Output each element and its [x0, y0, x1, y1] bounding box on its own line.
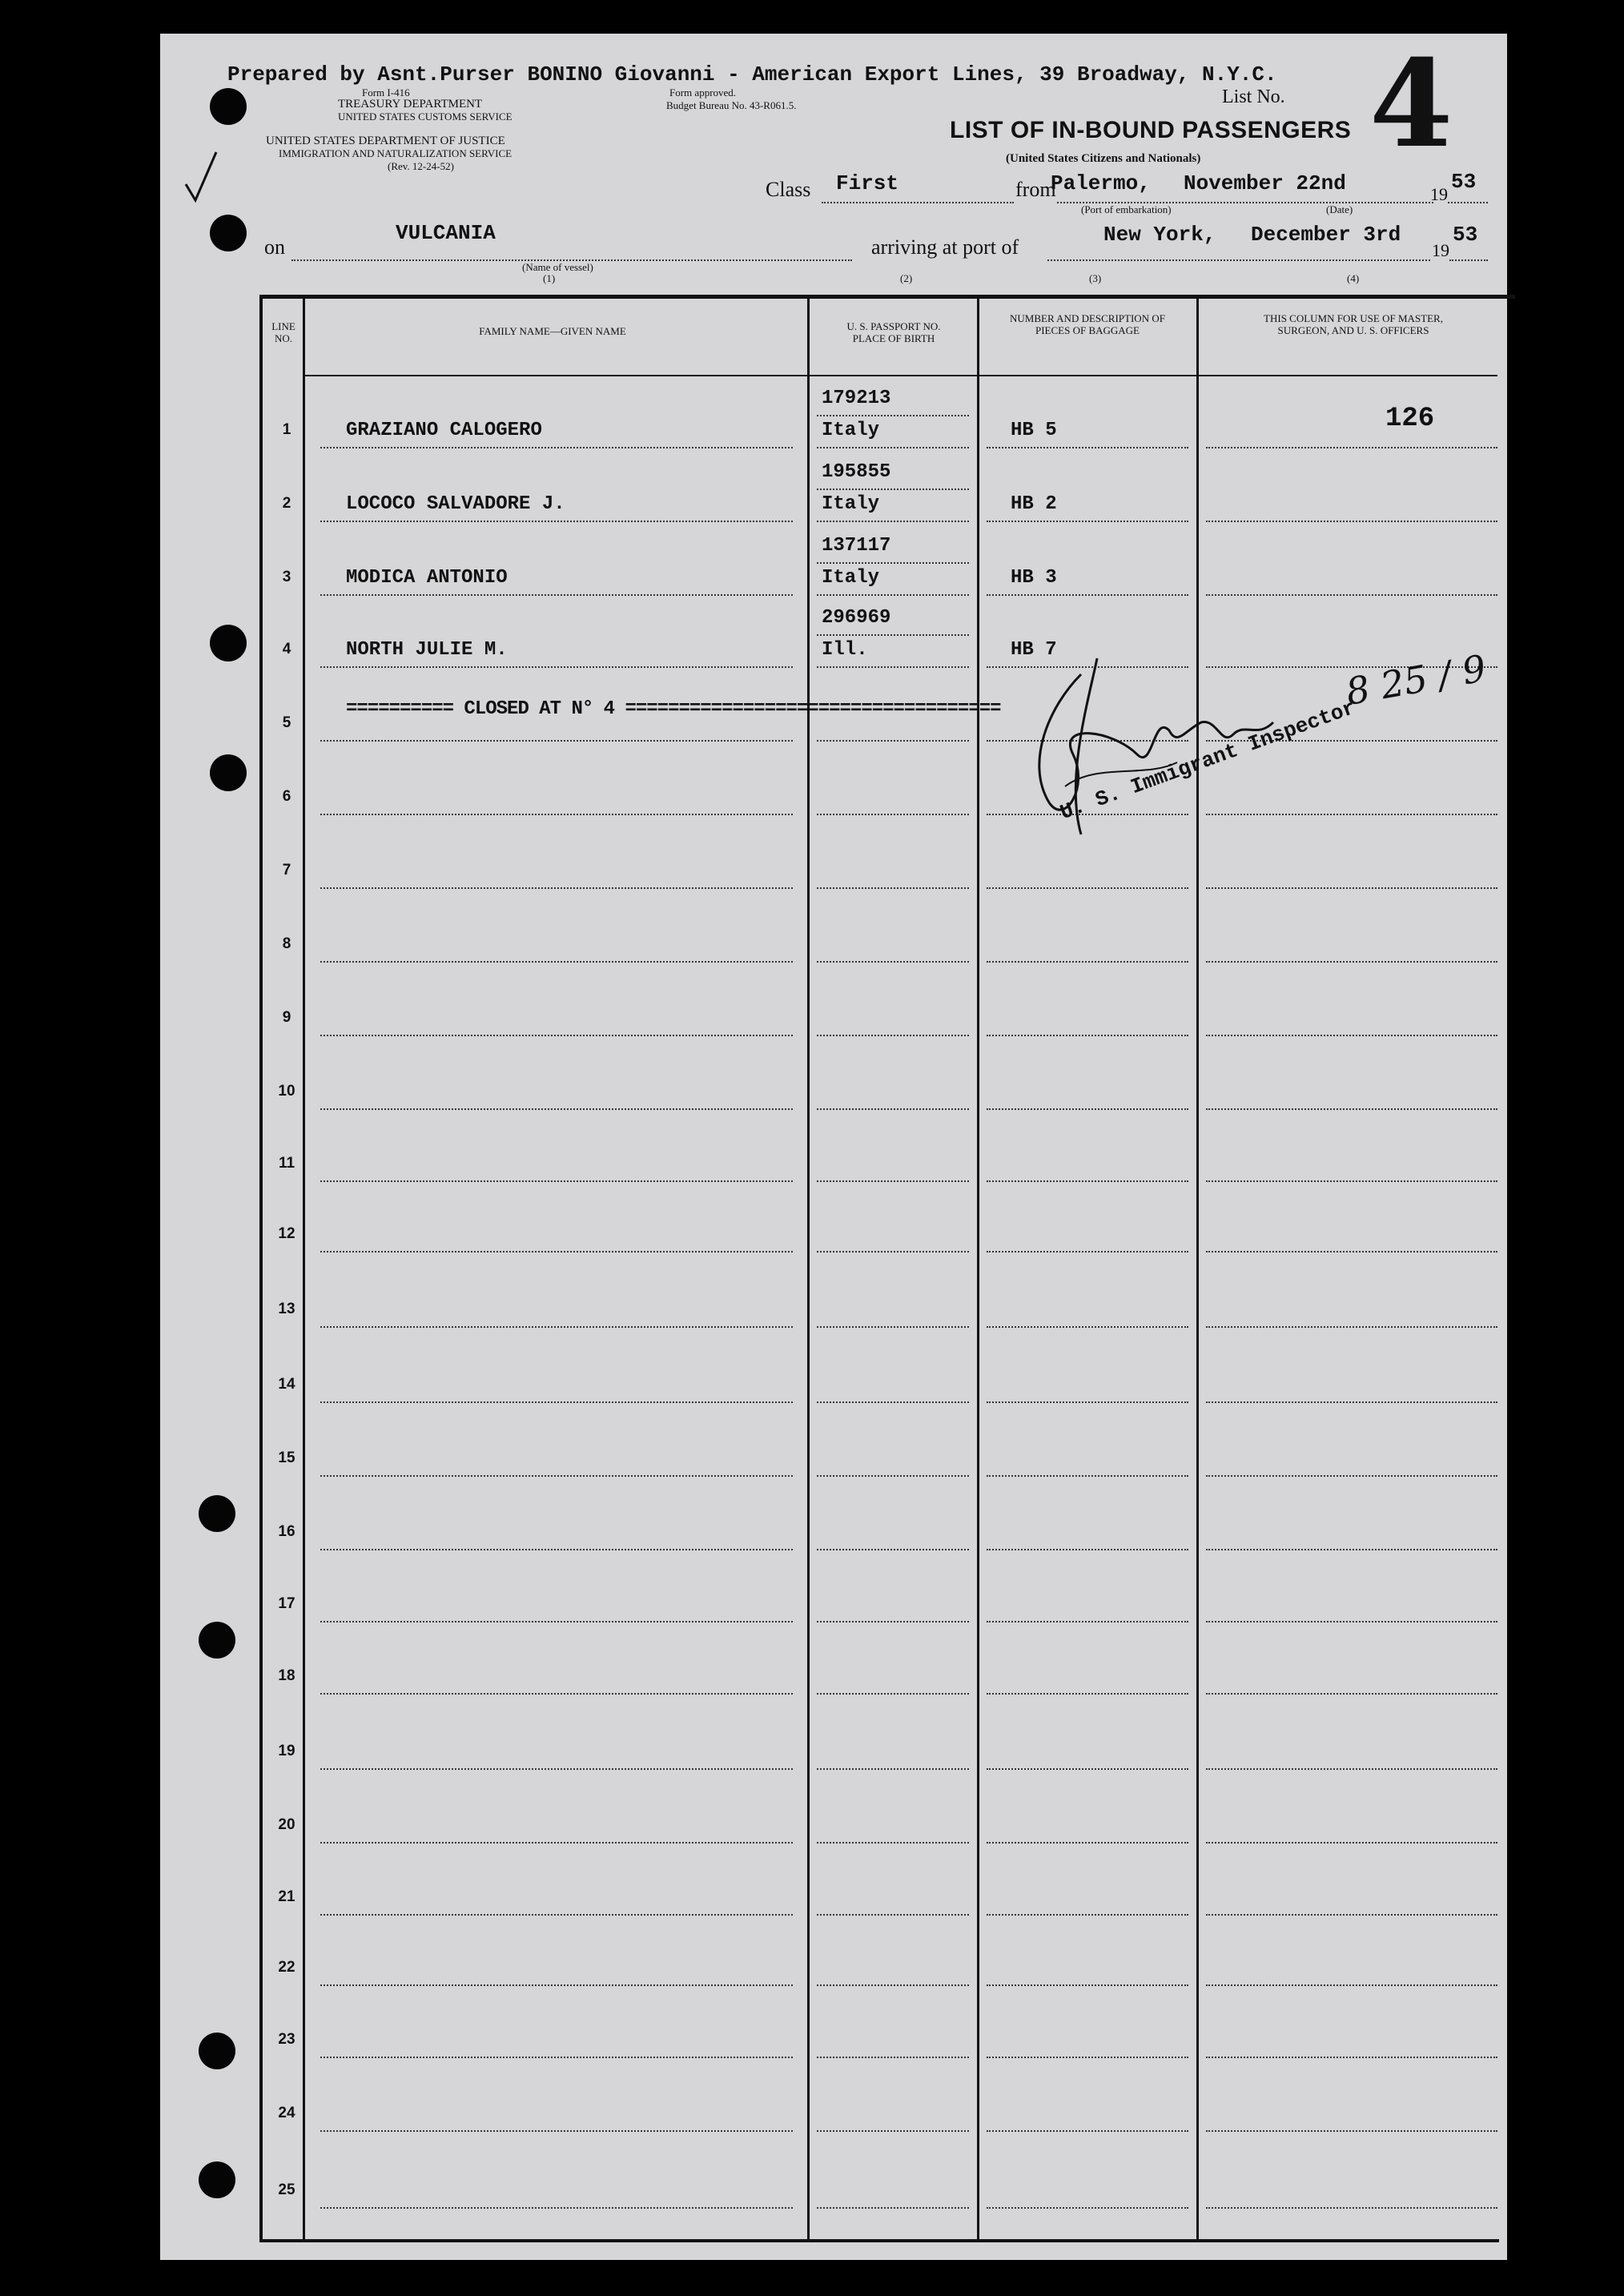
- row-rule: [987, 1693, 1188, 1695]
- row-number: 11: [278, 1155, 295, 1172]
- row-rule: [1206, 1914, 1497, 1916]
- treasury-dept: TREASURY DEPARTMENT: [338, 98, 483, 111]
- col-ref-1: (1): [543, 272, 556, 284]
- row-rule: [987, 1251, 1188, 1253]
- row-rule: [817, 1693, 969, 1695]
- justice-dept: UNITED STATES DEPARTMENT OF JUSTICE: [266, 135, 505, 147]
- row-rule: [320, 2207, 793, 2209]
- year-line: [1448, 202, 1488, 203]
- year-value: 53: [1451, 170, 1477, 194]
- arrival-year-prefix: 19: [1432, 240, 1449, 260]
- row-number: 23: [278, 2031, 295, 2048]
- row-number: 12: [278, 1225, 295, 1242]
- place-of-birth: Italy: [822, 493, 880, 515]
- row-rule: [817, 814, 969, 815]
- row-rule: [817, 521, 969, 522]
- row-rule: [1206, 1035, 1497, 1036]
- row-number: 2: [282, 495, 291, 512]
- row-rule: [320, 1401, 793, 1403]
- row-rule: [1206, 1401, 1497, 1403]
- row-rule: [987, 1035, 1188, 1036]
- prepared-by-line: Prepared by Asnt.Purser BONINO Giovanni - American Export Lines, 39 Broadway, N.Y.C.: [227, 62, 1277, 86]
- row-number: 15: [278, 1450, 295, 1466]
- list-no-label: List No.: [1222, 86, 1285, 107]
- row-rule: [817, 666, 969, 668]
- row-number: 8: [282, 935, 291, 952]
- row-rule: [1206, 1326, 1497, 1328]
- punch-hole: [199, 1622, 235, 1659]
- row-rule: [320, 1549, 793, 1550]
- vessel-caption: (Name of vessel): [522, 261, 593, 273]
- row-rule: [320, 2130, 793, 2132]
- row-rule: [1206, 2130, 1497, 2132]
- row-rule: [987, 1914, 1188, 1916]
- row-number: 10: [278, 1083, 295, 1100]
- list-no-value: 4: [1369, 34, 1453, 175]
- row-rule: [320, 1251, 793, 1253]
- customs-service: UNITED STATES CUSTOMS SERVICE: [338, 111, 513, 123]
- row-number: 17: [278, 1595, 295, 1612]
- row-rule: [987, 2130, 1188, 2132]
- class-label: Class: [766, 178, 811, 201]
- inspector-stamp: U. S. Immigrant Inspector: [1057, 695, 1359, 826]
- table-header-bottom: [304, 375, 1497, 376]
- col-ref-2: (2): [900, 272, 913, 284]
- row-rule: [1206, 887, 1497, 889]
- row-rule: [320, 2057, 793, 2058]
- row-rule: [817, 1549, 969, 1550]
- col-ref-3: (3): [1089, 272, 1102, 284]
- row-rule: [1206, 2207, 1497, 2209]
- punch-hole: [199, 2033, 235, 2069]
- row-number: 24: [278, 2105, 295, 2121]
- row-rule: [987, 1842, 1188, 1844]
- row-number: 25: [278, 2181, 295, 2198]
- arrival-year: 53: [1453, 223, 1478, 247]
- row-rule: [320, 1035, 793, 1036]
- place-of-birth: Italy: [822, 567, 880, 589]
- row-rule: [320, 814, 793, 815]
- header-name: FAMILY NAME—GIVEN NAME: [479, 325, 626, 337]
- baggage-col-divider: [1196, 298, 1199, 2239]
- row-rule: [320, 1108, 793, 1110]
- row-rule: [320, 1326, 793, 1328]
- row-number: 13: [278, 1301, 295, 1317]
- row-rule: [320, 1621, 793, 1622]
- row-number: 21: [278, 1888, 295, 1905]
- row-number: 16: [278, 1523, 295, 1540]
- row-number: 4: [282, 641, 291, 657]
- row-rule: [817, 1251, 969, 1253]
- row-rule: [817, 447, 969, 448]
- port-of-embarkation: Palermo,: [1051, 171, 1151, 195]
- row-rule: [1206, 1180, 1497, 1182]
- row-rule: [320, 1842, 793, 1844]
- year-prefix: 19: [1430, 184, 1448, 204]
- table-bottom-border: [259, 2239, 1499, 2242]
- punch-hole: [210, 88, 247, 125]
- baggage-desc: HB 5: [1011, 420, 1057, 441]
- row-rule: [987, 1475, 1188, 1477]
- row-rule: [817, 961, 969, 963]
- row-rule: [320, 521, 793, 522]
- rev-date: (Rev. 12-24-52): [388, 160, 454, 172]
- row-rule: [1206, 2057, 1497, 2058]
- row-rule: [817, 740, 969, 742]
- table-top-border: [259, 295, 1515, 299]
- row-rule: [320, 594, 793, 596]
- row-rule: [987, 2057, 1188, 2058]
- row-rule: [987, 887, 1188, 889]
- row-rule: [320, 1914, 793, 1916]
- row-rule: [320, 1984, 793, 1986]
- row-rule: [817, 2057, 969, 2058]
- form-approved: Form approved.: [669, 86, 737, 99]
- arrival-line: [1047, 259, 1430, 261]
- passport-rule: [817, 415, 969, 416]
- row-rule: [320, 447, 793, 448]
- row-rule: [987, 1984, 1188, 1986]
- manifest-page: [160, 34, 1507, 2260]
- row-number: 18: [278, 1667, 295, 1684]
- row-rule: [1206, 594, 1497, 596]
- row-rule: [817, 2207, 969, 2209]
- row-rule: [817, 887, 969, 889]
- row-number: 14: [278, 1376, 295, 1393]
- row-rule: [1206, 521, 1497, 522]
- check-mark-icon: [184, 147, 232, 211]
- row-rule: [1206, 1251, 1497, 1253]
- row-rule: [987, 1180, 1188, 1182]
- row-rule: [1206, 1621, 1497, 1622]
- from-label: from: [1015, 178, 1056, 201]
- row-rule: [1206, 1984, 1497, 1986]
- page-title: LIST OF IN-BOUND PASSENGERS: [950, 117, 1352, 143]
- row-number: 5: [282, 714, 291, 731]
- class-line: [822, 202, 1014, 203]
- ins-line: IMMIGRATION AND NATURALIZATION SERVICE: [279, 147, 513, 159]
- row-number: 1: [282, 421, 291, 438]
- arrival-port: New York,: [1103, 223, 1216, 247]
- passport-rule: [817, 489, 969, 490]
- place-of-birth: Ill.: [822, 639, 868, 661]
- line-no-divider: [303, 295, 305, 2239]
- row-number: 22: [278, 1959, 295, 1976]
- row-rule: [1206, 1475, 1497, 1477]
- passport-number: 179213: [822, 388, 891, 409]
- row-rule: [817, 2130, 969, 2132]
- row-rule: [320, 1475, 793, 1477]
- on-label: on: [264, 235, 285, 259]
- table-left-border: [259, 295, 263, 2239]
- embarkation-date: November 22nd: [1184, 171, 1346, 195]
- row-rule: [1206, 1549, 1497, 1550]
- arriving-label: arriving at port of: [871, 235, 1019, 259]
- header-officers: THIS COLUMN FOR USE OF MASTER, SURGEON, AND U. S. OFFICERS: [1264, 312, 1443, 336]
- row-rule: [320, 1693, 793, 1695]
- row-rule: [987, 447, 1188, 448]
- row-number: 6: [282, 788, 291, 805]
- row-rule: [817, 1842, 969, 1844]
- place-of-birth: Italy: [822, 420, 880, 441]
- row-number: 3: [282, 569, 291, 585]
- punch-hole: [199, 2161, 235, 2198]
- punch-hole: [210, 625, 247, 661]
- row-rule: [1206, 1768, 1497, 1770]
- punch-hole: [210, 215, 247, 251]
- date-caption: (Date): [1326, 203, 1353, 215]
- row-rule: [817, 594, 969, 596]
- arrival-date: December 3rd: [1251, 223, 1401, 247]
- row-rule: [1206, 1842, 1497, 1844]
- punch-hole: [199, 1495, 235, 1532]
- officer-note: 126: [1385, 404, 1435, 434]
- passenger-name: MODICA ANTONIO: [346, 567, 508, 589]
- passport-rule: [817, 562, 969, 564]
- row-rule: [817, 1108, 969, 1110]
- row-number: 19: [278, 1743, 295, 1759]
- row-rule: [987, 521, 1188, 522]
- row-rule: [320, 1768, 793, 1770]
- form-number: Form I-416: [362, 86, 410, 99]
- row-rule: [987, 1549, 1188, 1550]
- row-rule: [1206, 447, 1497, 448]
- punch-hole: [210, 754, 247, 791]
- handwritten-date: 8 25 / 9: [1342, 646, 1489, 714]
- header-baggage: NUMBER AND DESCRIPTION OF PIECES OF BAGGAGE: [1010, 312, 1165, 336]
- passport-number: 137117: [822, 535, 891, 557]
- passport-number: 296969: [822, 607, 891, 629]
- port-caption: (Port of embarkation): [1081, 203, 1172, 215]
- col-ref-4: (4): [1347, 272, 1360, 284]
- baggage-desc: HB 7: [1011, 639, 1057, 661]
- passenger-name: LOCOCO SALVADORE J.: [346, 493, 565, 515]
- row-number: 20: [278, 1816, 295, 1833]
- row-rule: [1206, 1108, 1497, 1110]
- name-col-divider: [807, 298, 810, 2239]
- header-passport: U. S. PASSPORT NO. PLACE OF BIRTH: [846, 320, 941, 344]
- budget-bureau: Budget Bureau No. 43-R061.5.: [666, 99, 797, 111]
- row-rule: [817, 1475, 969, 1477]
- row-rule: [1206, 961, 1497, 963]
- baggage-desc: HB 2: [1011, 493, 1057, 515]
- row-rule: [987, 1401, 1188, 1403]
- row-rule: [987, 2207, 1188, 2209]
- row-rule: [817, 1621, 969, 1622]
- closed-note: ========== CLOSED AT N° 4 ===================================: [346, 698, 1001, 720]
- baggage-desc: HB 3: [1011, 567, 1057, 589]
- passport-rule: [817, 634, 969, 636]
- row-rule: [320, 740, 793, 742]
- row-rule: [320, 961, 793, 963]
- row-number: 9: [282, 1009, 291, 1026]
- row-rule: [987, 1326, 1188, 1328]
- row-rule: [1206, 1693, 1497, 1695]
- row-rule: [817, 1914, 969, 1916]
- row-rule: [987, 961, 1188, 963]
- row-rule: [987, 1108, 1188, 1110]
- row-rule: [817, 1401, 969, 1403]
- row-rule: [320, 887, 793, 889]
- header-line-no: LINE NO.: [271, 320, 295, 344]
- passenger-name: GRAZIANO CALOGERO: [346, 420, 542, 441]
- passport-col-divider: [977, 298, 979, 2239]
- class-value: First: [836, 171, 899, 195]
- row-rule: [987, 1768, 1188, 1770]
- row-rule: [817, 1180, 969, 1182]
- arrival-year-line: [1449, 259, 1488, 261]
- row-rule: [817, 1326, 969, 1328]
- row-rule: [817, 1768, 969, 1770]
- passenger-name: NORTH JULIE M.: [346, 639, 508, 661]
- row-number: 7: [282, 862, 291, 879]
- row-rule: [987, 1621, 1188, 1622]
- page-subtitle: (United States Citizens and Nationals): [1006, 152, 1201, 165]
- passport-number: 195855: [822, 461, 891, 483]
- row-rule: [320, 1180, 793, 1182]
- row-rule: [817, 1984, 969, 1986]
- vessel-name: VULCANIA: [396, 221, 496, 245]
- row-rule: [987, 594, 1188, 596]
- row-rule: [817, 1035, 969, 1036]
- row-rule: [320, 666, 793, 668]
